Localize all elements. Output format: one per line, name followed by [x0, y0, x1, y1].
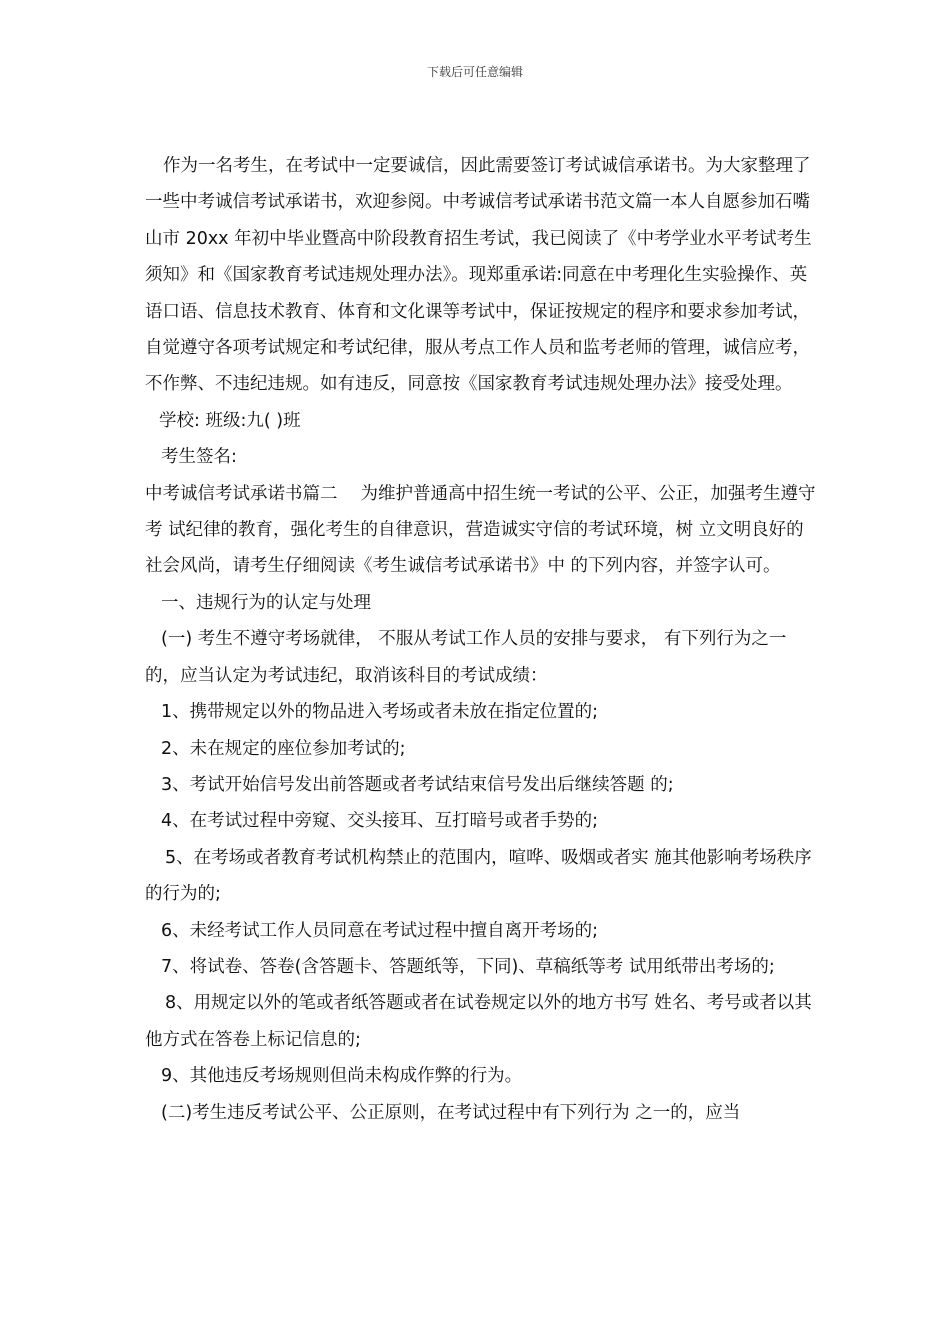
document-body [145, 148, 820, 1131]
paragraph-signature: 考生签名: [161, 447, 237, 468]
list-item-1: 1、携带规定以外的物品进入考场或者未放在指定位置的; [161, 702, 599, 723]
paragraph-clause-one: (一) 考生不遵守考场就律， 不服从考试工作人员的安排与要求， 有下列行为之一的，应当认定为考试违纪，取消该科目的考试成绩： [145, 629, 787, 686]
paragraph-intro: 作为一名考生，在考试中一定要诚信，因此需要签订考试诚信承诺书。为大家整理了一些中考诚信考试承诺书，欢迎参阅。中考诚信考试承诺书范文篇一本人自愿参加石嘴山市 20xx 年初中毕业暨高中阶段教育招生考试，我已阅读了《中考学业水平考试考生须知》和《国家教育考试违规处理办法》。现郑重承诺:同意在中考理化生实验操作、英语口语、信息技术教育、体育和文化课等考试中，保证按规定的程序和要求参加考试，自觉遵守各项考试规定和考试纪律，服从考点工作人员和监考老师的管理，诚信应考，不作弊、不违纪违规。如有违反，同意按《国家教育考试违规处理办法》接受处理。 [145, 156, 812, 395]
list-item-8: 8、用规定以外的笔或者纸答题或者在试卷规定以外的地方书写 姓名、考号或者以其他方式在答卷上标记信息的; [145, 993, 812, 1050]
list-item-7: 7、将试卷、答卷(含答题卡、答题纸等，下同)、草稿纸等考 试用纸带出考场的; [161, 956, 775, 977]
paragraph-clause-two: (二)考生违反考试公平、公正原则，在考试过程中有下列行为 之一的，应当 [161, 1102, 741, 1123]
list-item-2: 2、未在规定的座位参加考试的; [161, 738, 406, 759]
list-item-5: 5、在考场或者教育考试机构禁止的范围内，喧哗、吸烟或者实 施其他影响考场秩序的行为的; [145, 847, 812, 905]
page-header: 下载后可任意编辑 [426, 65, 523, 79]
list-item-9: 9、其他违反考场规则但尚未构成作弊的行为。 [161, 1066, 523, 1087]
paragraph-section-two: 中考诚信考试承诺书篇二 为维护普通高中招生统一考试的公平、公正，加强考生遵守考 试纪律的教育，强化考生的自律意识，营造诚实守信的考试环境，树 立文明良好的社会风尚，请考生仔细阅读《考生诚信考试承诺书》中 的下列内容，并签字认可。 [145, 483, 816, 577]
list-item-4: 4、在考试过程中旁窥、交头接耳、互打暗号或者手势的; [161, 811, 599, 832]
paragraph-school-class: 学校: 班级:九( )班 [159, 410, 301, 431]
heading-violations: 一、违规行为的认定与处理 [161, 592, 371, 613]
list-item-3: 3、考试开始信号发出前答题或者考试结束信号发出后继续答题 的; [161, 774, 674, 795]
list-item-6: 6、未经考试工作人员同意在考试过程中擅自离开考场的; [161, 920, 599, 941]
